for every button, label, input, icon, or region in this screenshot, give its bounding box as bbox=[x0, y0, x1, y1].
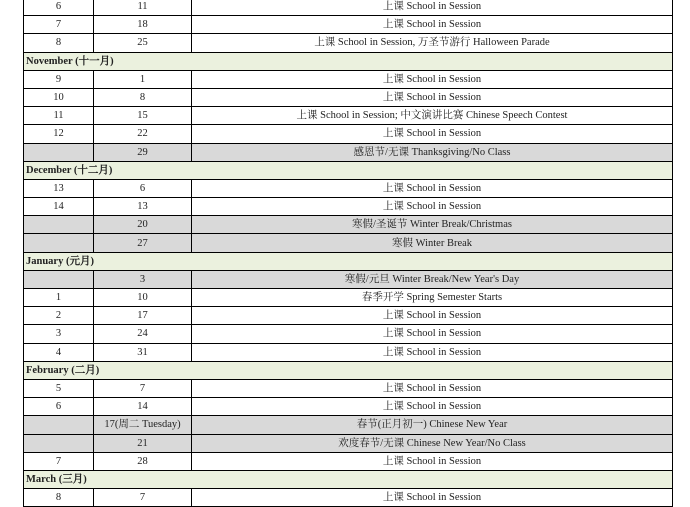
month-header-row bbox=[24, 361, 673, 379]
date-cell: 24 bbox=[94, 325, 192, 343]
week-number-cell bbox=[24, 143, 94, 161]
week-number-cell: 8 bbox=[24, 489, 94, 507]
event-cell: 上课 School in Session bbox=[192, 179, 673, 197]
event-cell: 上课 School in Session bbox=[192, 398, 673, 416]
table-row bbox=[24, 270, 673, 288]
date-cell: 6 bbox=[94, 179, 192, 197]
table-row bbox=[24, 416, 673, 434]
table-row bbox=[24, 434, 673, 452]
school-calendar-table bbox=[23, 0, 673, 507]
event-cell: 上课 School in Session bbox=[192, 0, 673, 16]
date-cell: 7 bbox=[94, 489, 192, 507]
table-row bbox=[24, 234, 673, 252]
week-number-cell: 12 bbox=[24, 125, 94, 143]
week-number-cell bbox=[24, 434, 94, 452]
table-row bbox=[24, 398, 673, 416]
table-row bbox=[24, 34, 673, 52]
date-cell: 7 bbox=[94, 379, 192, 397]
week-number-cell: 11 bbox=[24, 107, 94, 125]
event-cell: 上课 School in Session; 中文演讲比赛 Chinese Speech Contest bbox=[192, 107, 673, 125]
table-row bbox=[24, 489, 673, 507]
event-cell: 春节(正月初一) Chinese New Year bbox=[192, 416, 673, 434]
table-row bbox=[24, 198, 673, 216]
date-cell: 21 bbox=[94, 434, 192, 452]
week-number-cell: 9 bbox=[24, 70, 94, 88]
event-cell: 上课 School in Session bbox=[192, 452, 673, 470]
event-cell: 寒假/圣诞节 Winter Break/Christmas bbox=[192, 216, 673, 234]
event-cell: 上课 School in Session bbox=[192, 307, 673, 325]
date-cell: 31 bbox=[94, 343, 192, 361]
week-number-cell: 10 bbox=[24, 88, 94, 106]
table-row bbox=[24, 216, 673, 234]
week-number-cell: 3 bbox=[24, 325, 94, 343]
table-row bbox=[24, 179, 673, 197]
month-label: January (元月) bbox=[24, 252, 673, 270]
date-cell: 3 bbox=[94, 270, 192, 288]
week-number-cell: 6 bbox=[24, 398, 94, 416]
date-cell: 10 bbox=[94, 289, 192, 307]
date-cell: 29 bbox=[94, 143, 192, 161]
date-cell: 22 bbox=[94, 125, 192, 143]
date-cell: 20 bbox=[94, 216, 192, 234]
event-cell: 上课 School in Session bbox=[192, 379, 673, 397]
date-cell: 17 bbox=[94, 307, 192, 325]
table-row bbox=[24, 107, 673, 125]
table-row bbox=[24, 143, 673, 161]
date-cell: 27 bbox=[94, 234, 192, 252]
month-label: December (十二月) bbox=[24, 161, 673, 179]
event-cell: 上课 School in Session bbox=[192, 489, 673, 507]
date-cell: 17(周二 Tuesday) bbox=[94, 416, 192, 434]
event-cell: 上课 School in Session bbox=[192, 343, 673, 361]
date-cell: 28 bbox=[94, 452, 192, 470]
table-row bbox=[24, 0, 673, 16]
table-row bbox=[24, 70, 673, 88]
table-row bbox=[24, 125, 673, 143]
date-cell: 15 bbox=[94, 107, 192, 125]
table-row bbox=[24, 325, 673, 343]
event-cell: 上课 School in Session bbox=[192, 16, 673, 34]
event-cell: 寒假 Winter Break bbox=[192, 234, 673, 252]
month-label: February (二月) bbox=[24, 361, 673, 379]
date-cell: 13 bbox=[94, 198, 192, 216]
event-cell: 寒假/元旦 Winter Break/New Year's Day bbox=[192, 270, 673, 288]
date-cell: 25 bbox=[94, 34, 192, 52]
event-cell: 欢度春节/无课 Chinese New Year/No Class bbox=[192, 434, 673, 452]
week-number-cell: 1 bbox=[24, 289, 94, 307]
date-cell: 8 bbox=[94, 88, 192, 106]
week-number-cell: 7 bbox=[24, 452, 94, 470]
week-number-cell: 2 bbox=[24, 307, 94, 325]
month-header-row bbox=[24, 161, 673, 179]
event-cell: 上课 School in Session bbox=[192, 88, 673, 106]
week-number-cell bbox=[24, 216, 94, 234]
week-number-cell bbox=[24, 416, 94, 434]
date-cell: 14 bbox=[94, 398, 192, 416]
date-cell: 11 bbox=[94, 0, 192, 16]
event-cell: 上课 School in Session, 万圣节游行 Halloween Parade bbox=[192, 34, 673, 52]
month-header-row bbox=[24, 52, 673, 70]
month-header-row bbox=[24, 252, 673, 270]
event-cell: 上课 School in Session bbox=[192, 325, 673, 343]
event-cell: 上课 School in Session bbox=[192, 198, 673, 216]
date-cell: 18 bbox=[94, 16, 192, 34]
event-cell: 感恩节/无课 Thanksgiving/No Class bbox=[192, 143, 673, 161]
table-row bbox=[24, 16, 673, 34]
month-label: March (三月) bbox=[24, 470, 673, 488]
week-number-cell bbox=[24, 234, 94, 252]
month-header-row bbox=[24, 470, 673, 488]
event-cell: 春季开学 Spring Semester Starts bbox=[192, 289, 673, 307]
table-row bbox=[24, 343, 673, 361]
table-row bbox=[24, 379, 673, 397]
calendar-body bbox=[24, 0, 673, 507]
week-number-cell: 6 bbox=[24, 0, 94, 16]
week-number-cell: 4 bbox=[24, 343, 94, 361]
week-number-cell bbox=[24, 270, 94, 288]
week-number-cell: 7 bbox=[24, 16, 94, 34]
table-row bbox=[24, 307, 673, 325]
month-label: November (十一月) bbox=[24, 52, 673, 70]
week-number-cell: 14 bbox=[24, 198, 94, 216]
week-number-cell: 8 bbox=[24, 34, 94, 52]
table-row bbox=[24, 289, 673, 307]
event-cell: 上课 School in Session bbox=[192, 70, 673, 88]
week-number-cell: 13 bbox=[24, 179, 94, 197]
event-cell: 上课 School in Session bbox=[192, 125, 673, 143]
date-cell: 1 bbox=[94, 70, 192, 88]
week-number-cell: 5 bbox=[24, 379, 94, 397]
table-row bbox=[24, 452, 673, 470]
table-row bbox=[24, 88, 673, 106]
